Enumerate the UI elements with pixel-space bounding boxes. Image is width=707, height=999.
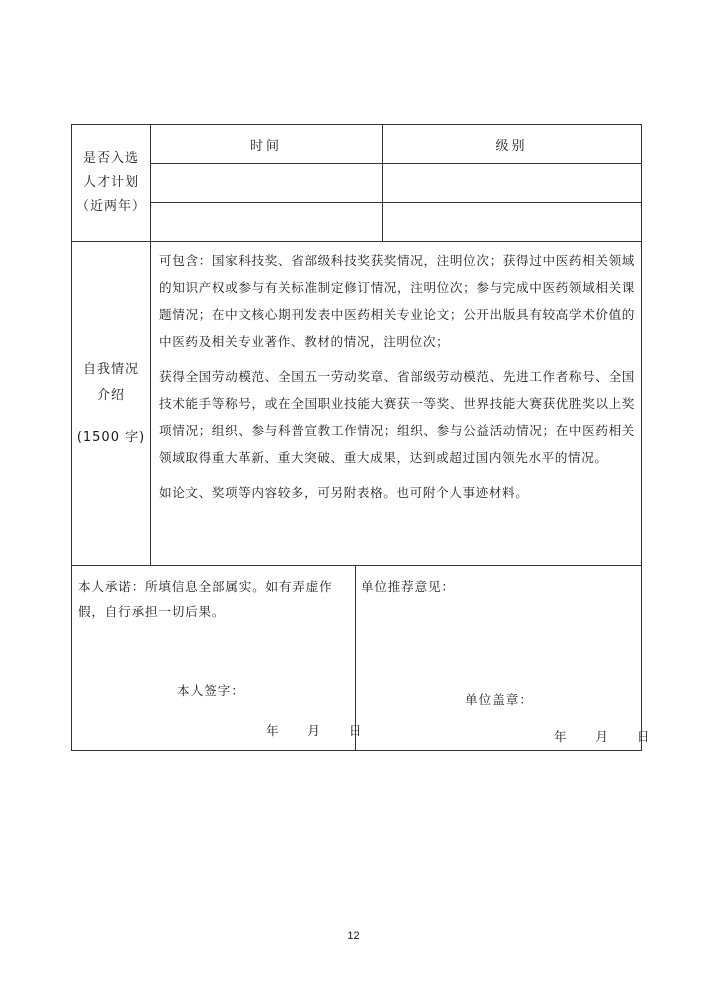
talent-plan-label-line-3: （近两年） — [75, 199, 146, 214]
signature-row — [72, 566, 651, 751]
day-label: 日 — [348, 723, 363, 738]
time-cell-2[interactable] — [150, 202, 382, 242]
self-intro-label-line-2: 介绍 — [96, 387, 125, 403]
talent-plan-label-line-1: 是否入选 — [82, 151, 139, 166]
pledge-text: 本人承诺：所填信息全部属实。如有弄虚作假，自行承担一切后果。 — [78, 579, 333, 619]
page-number: 12 — [347, 930, 360, 942]
pledge-date — [266, 718, 362, 743]
level-cell-2[interactable] — [382, 202, 641, 242]
self-intro-row — [72, 242, 641, 566]
self-intro-paragraph-1: 可包含：国家科技奖、省部级科技奖获奖情况，注明位次；获得过中医药相关领域的知识产权或参与有关标准制定修订情况，注明位次；参与完成中医药领域相关课题情况；在中文核心期刊发表中医药相关专业论文；公开出版具有较高学术价值的中医药及相关专业著作、教材的情况，注明位次； — [159, 253, 635, 349]
self-intro-label — [72, 242, 150, 565]
personal-pledge-cell[interactable] — [72, 566, 363, 751]
signature-label: 本人签字： — [177, 683, 245, 698]
self-intro-word-count: (1500 字) — [76, 429, 146, 445]
seal-label: 单位盖章： — [465, 692, 533, 707]
talent-plan-label-line-2: 人才计划 — [82, 175, 139, 190]
time-cell-1[interactable] — [150, 163, 382, 202]
time-column-header: 时间 — [249, 138, 282, 154]
level-column-header: 级别 — [495, 138, 528, 154]
application-form-table — [71, 124, 651, 751]
self-intro-paragraph-3: 如论文、奖项等内容较多，可另附表格。也可附个人事迹材料。 — [159, 485, 529, 500]
year-label: 年 — [266, 723, 280, 738]
month-label: 月 — [595, 729, 609, 744]
self-intro-content[interactable] — [150, 242, 641, 565]
talent-plan-row — [72, 125, 641, 242]
unit-opinion-title: 单位推荐意见： — [361, 579, 455, 594]
opinion-date — [554, 724, 650, 749]
year-label: 年 — [554, 729, 568, 744]
self-intro-label-line-1: 自我情况 — [82, 361, 139, 377]
month-label: 月 — [307, 723, 321, 738]
self-intro-paragraph-2: 获得全国劳动模范、全国五一劳动奖章、省部级劳动模范、先进工作者称号、全国技术能手等称号，或在全国职业技能大赛获一等奖、世界技能大赛获优胜奖以上奖项情况；组织、参与科普宣教工作情况；组织、参与公益活动情况；在中医药相关领域取得重大革新、重大突破、重大成果，达到或超过国内领先水平的情况。 — [159, 369, 635, 465]
talent-plan-label — [72, 125, 150, 241]
day-label: 日 — [636, 729, 651, 744]
unit-opinion-cell[interactable] — [355, 566, 651, 751]
level-cell-1[interactable] — [382, 163, 641, 202]
